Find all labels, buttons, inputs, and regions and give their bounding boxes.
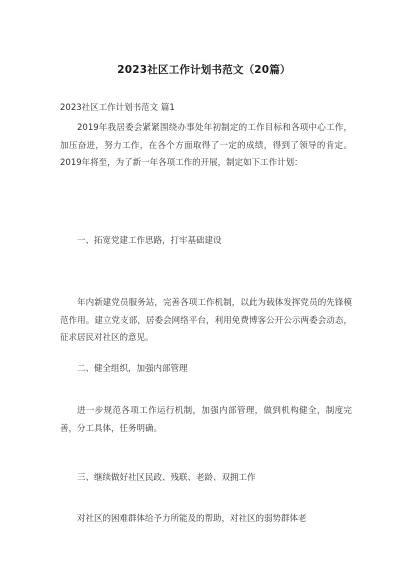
paragraph-section-2: 进一步规范各项工作运行机制，加强内部管理，做到机构健全，制度完善，分工具体，任务明确。 <box>60 406 352 434</box>
paragraph-section-1: 年内新建党员服务站，完善各项工作机制，以此为载体发挥党员的先锋模范作用。建立党支部，居委会网络平台，利用免费博客公开公示两委会动态，征求居民对社区的意见。 <box>60 298 352 343</box>
document-title: 2023社区工作计划书范文（20篇） <box>117 64 291 76</box>
document-subtitle: 2023社区工作计划书范文 篇1 <box>60 103 175 113</box>
section-heading-2: 二、健全组织，加强内部管理 <box>77 364 188 374</box>
paragraph-intro: 2019年我居委会紧紧围绕办事处年初制定的工作目标和各项中心工作，加压奋进，努力工作，在各个方面取得了一定的成绩，得到了领导的肯定。2019年将至，为了新一年各项工作的开展，制定如下工作计划： <box>60 123 352 168</box>
section-heading-3: 三、继续做好社区民政、残联、老龄、双拥工作 <box>77 473 256 483</box>
paragraph-section-3: 对社区的困难群体给予力所能及的帮助，对社区的弱势群体老 <box>77 514 307 524</box>
section-heading-1: 一、拓宽党建工作思路，打牢基础建设 <box>77 236 222 246</box>
